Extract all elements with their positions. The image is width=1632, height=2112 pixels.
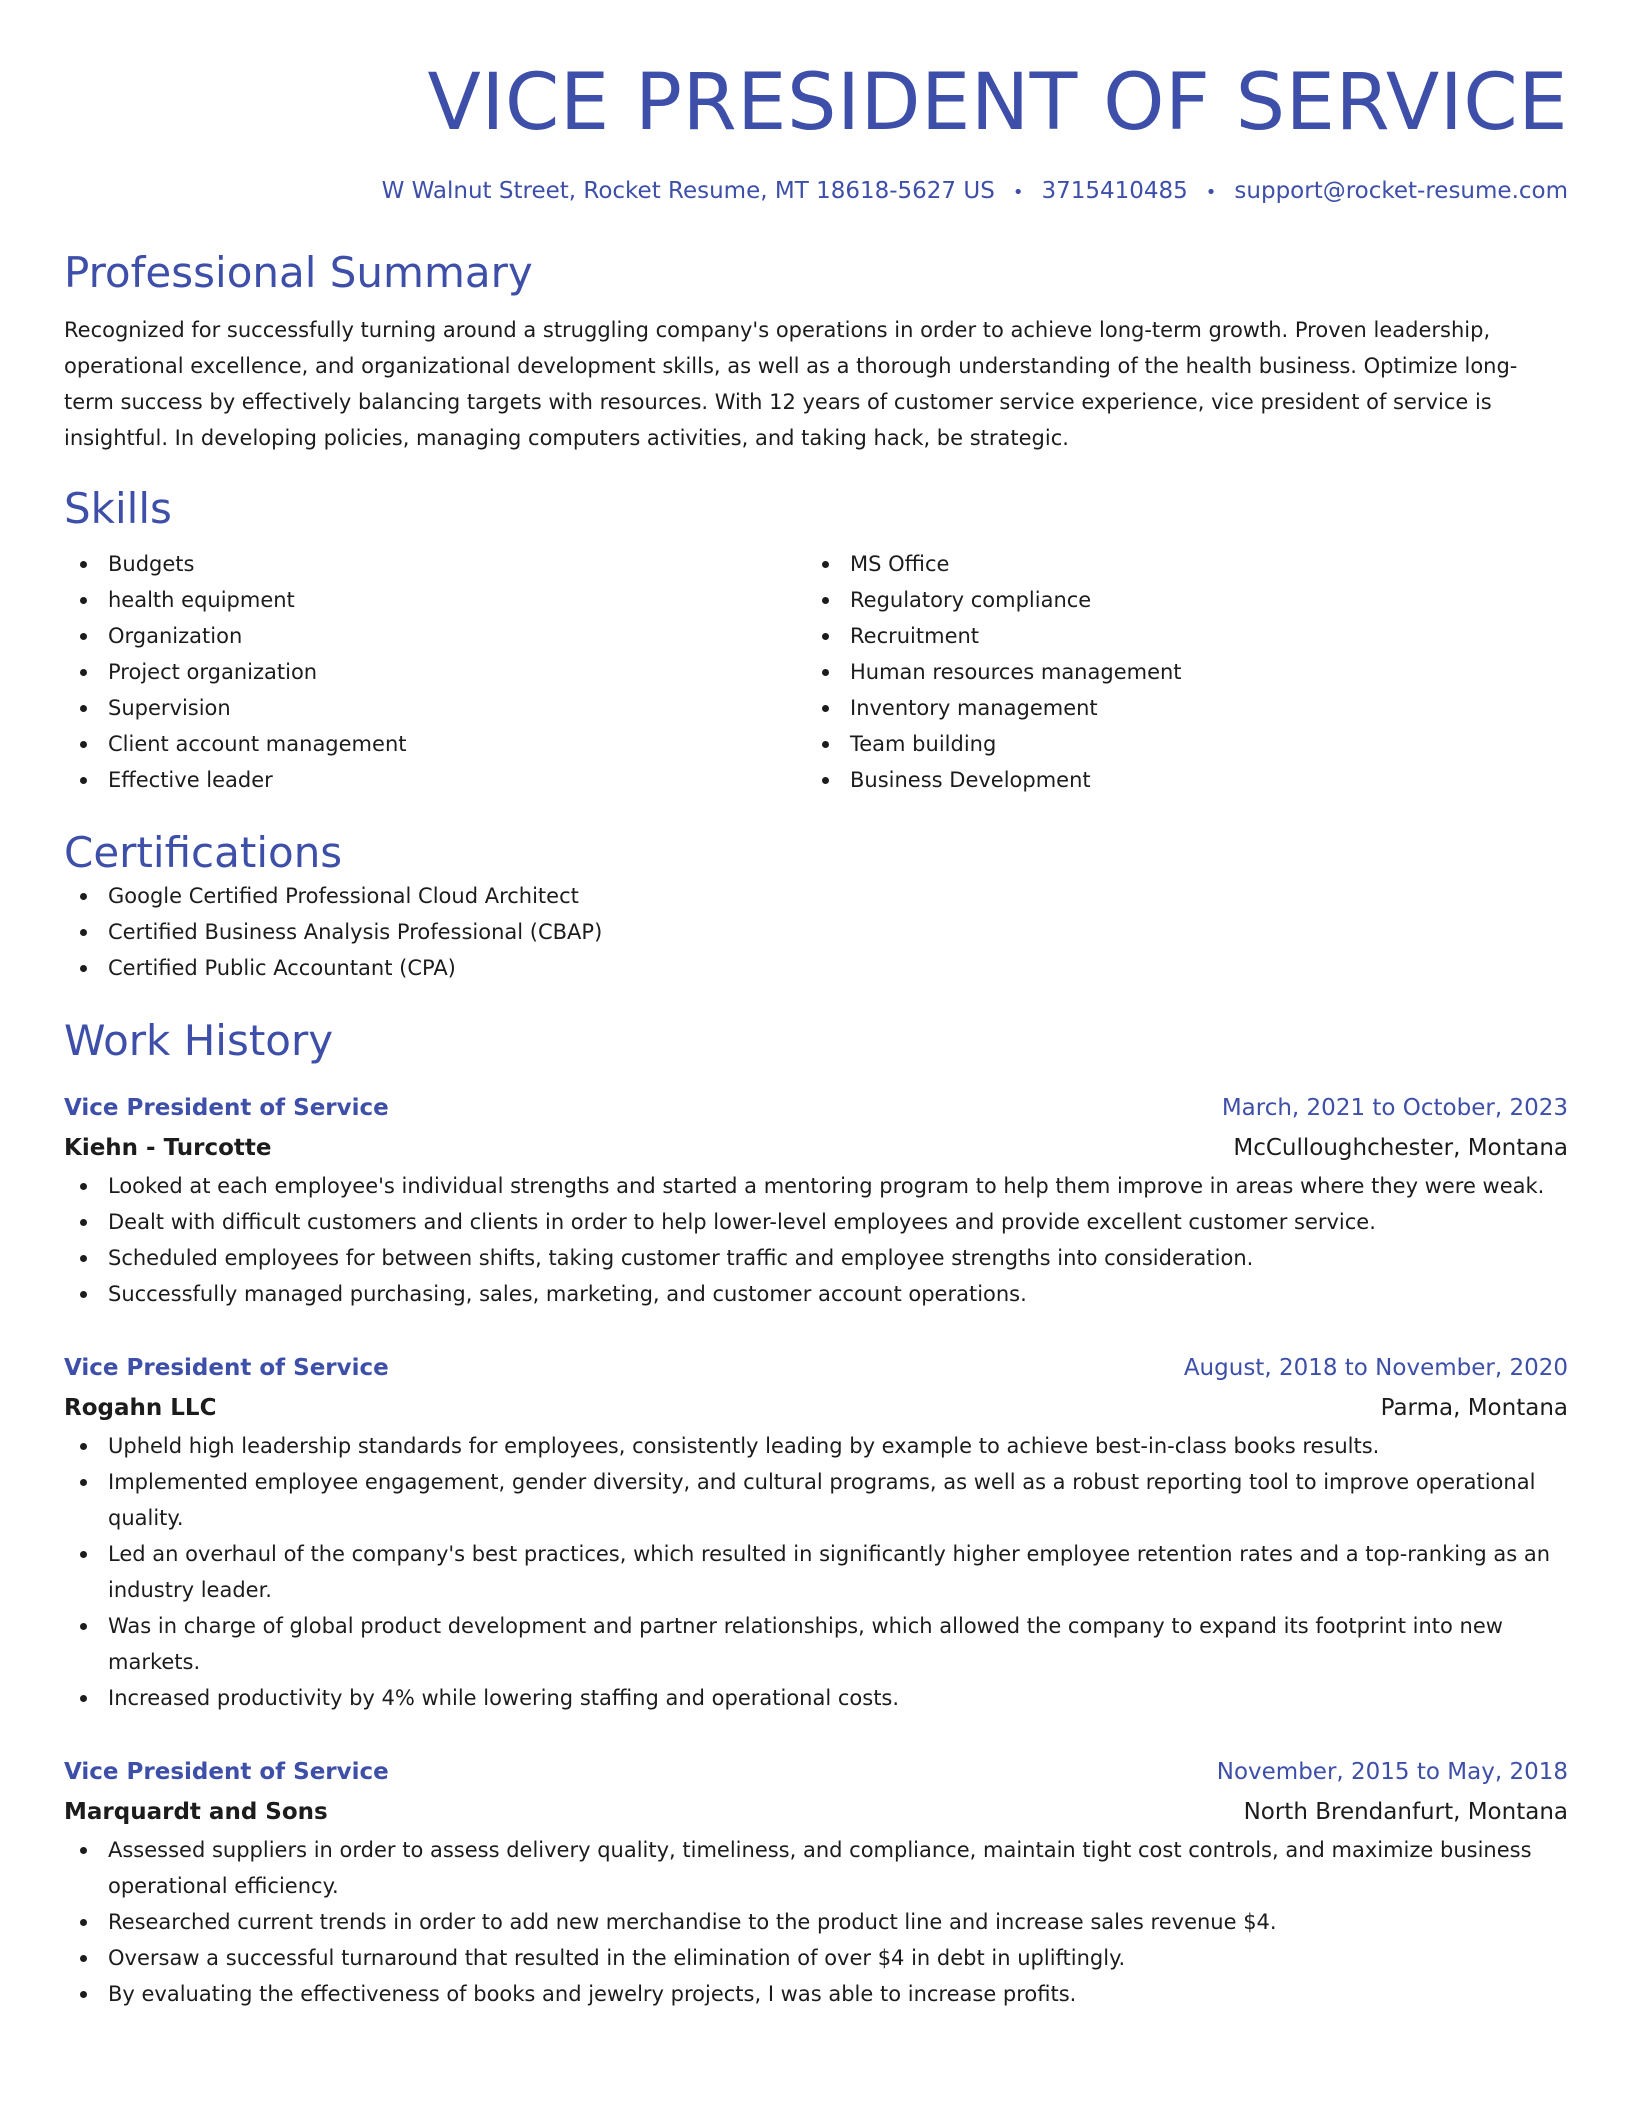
contact-line xyxy=(64,176,1568,208)
work-history-heading: Work History xyxy=(64,1016,334,1065)
job-company-row xyxy=(64,1128,1568,1168)
skill-item: MS Office xyxy=(806,546,1548,582)
job-bullet: Was in charge of global product development and partner relationships, which allowed the company to expand its footprint into new markets. xyxy=(64,1608,1568,1680)
job-company: Marquardt and Sons xyxy=(64,1799,328,1825)
job-bullet: By evaluating the effectiveness of books and jewelry projects, I was able to increase profits. xyxy=(64,1976,1568,2012)
skill-item: Budgets xyxy=(64,546,806,582)
job-dates: March, 2021 to October, 2023 xyxy=(1221,1095,1568,1121)
job-bullets xyxy=(64,1168,1568,1312)
contact-separator: • xyxy=(1205,182,1217,203)
skill-item: Effective leader xyxy=(64,762,806,798)
certification-item: Certified Business Analysis Professional (CBAP) xyxy=(64,914,1568,950)
skills-list-left xyxy=(64,546,806,798)
skill-item: Regulatory compliance xyxy=(806,582,1548,618)
job-bullet: Oversaw a successful turnaround that resulted in the elimination of over $4 in debt in upliftingly. xyxy=(64,1940,1568,1976)
job-bullet: Led an overhaul of the company's best practices, which resulted in significantly higher employee retention rates and a top-ranking as an industry leader. xyxy=(64,1536,1568,1608)
job-title: Vice President of Service xyxy=(64,1759,389,1785)
contact-separator: • xyxy=(1012,182,1024,203)
summary-heading: Professional Summary xyxy=(64,248,533,297)
contact-address: W Walnut Street, Rocket Resume, MT 18618-5627 US xyxy=(381,178,995,204)
summary-text: Recognized for successfully turning around a struggling company's operations in order to achieve long-term growth. Proven leadership, operational excellence, and organizational development skills, as well as a thorough understanding of the health business. Optimize long-term success by effectively balancing targets with resources. With 12 years of customer service experience, vice president of service is insightful. In developing policies, managing computers activities, and taking hack, be strategic. xyxy=(64,318,1518,450)
skills-grid xyxy=(64,546,1568,798)
job-bullet: Implemented employee engagement, gender diversity, and cultural programs, as well as a robust reporting tool to improve operational quality. xyxy=(64,1464,1568,1536)
skill-item: Human resources management xyxy=(806,654,1548,690)
skill-item: Project organization xyxy=(64,654,806,690)
skill-item: health equipment xyxy=(64,582,806,618)
job-bullet: Upheld high leadership standards for employees, consistently leading by example to achieve best-in-class books results. xyxy=(64,1428,1568,1464)
job-location: North Brendanfurt, Montana xyxy=(1243,1799,1568,1825)
job-title: Vice President of Service xyxy=(64,1095,389,1121)
job-dates: November, 2015 to May, 2018 xyxy=(1216,1759,1568,1785)
job-company: Kiehn - Turcotte xyxy=(64,1135,272,1161)
job-dates: August, 2018 to November, 2020 xyxy=(1183,1355,1568,1381)
job-location: Parma, Montana xyxy=(1380,1395,1568,1421)
job-title: Vice President of Service xyxy=(64,1355,389,1381)
job-bullet: Scheduled employees for between shifts, taking customer traffic and employee strengths into consideration. xyxy=(64,1240,1568,1276)
job-bullet: Dealt with difficult customers and clients in order to help lower-level employees and provide excellent customer service. xyxy=(64,1204,1568,1240)
skills-column-left xyxy=(64,546,806,798)
job-bullet: Increased productivity by 4% while lowering staffing and operational costs. xyxy=(64,1680,1568,1716)
job-company: Rogahn LLC xyxy=(64,1395,217,1421)
job-entry xyxy=(64,1088,1568,1312)
resume-page xyxy=(64,0,1568,2012)
job-header-row xyxy=(64,1088,1568,1128)
contact-phone: 3715410485 xyxy=(1041,178,1188,204)
skill-item: Organization xyxy=(64,618,806,654)
certifications-heading: Certifications xyxy=(64,828,343,877)
job-bullets xyxy=(64,1428,1568,1716)
contact-email[interactable]: support@rocket-resume.com xyxy=(1234,178,1568,204)
certification-item: Google Certified Professional Cloud Architect xyxy=(64,878,1568,914)
job-bullet: Successfully managed purchasing, sales, marketing, and customer account operations. xyxy=(64,1276,1568,1312)
certifications-list xyxy=(64,878,1568,986)
skill-item: Client account management xyxy=(64,726,806,762)
job-company-row xyxy=(64,1792,1568,1832)
certification-item: Certified Public Accountant (CPA) xyxy=(64,950,1568,986)
job-header-row xyxy=(64,1348,1568,1388)
skill-item: Supervision xyxy=(64,690,806,726)
job-bullet: Looked at each employee's individual strengths and started a mentoring program to help them improve in areas where they were weak. xyxy=(64,1168,1568,1204)
skills-list-right xyxy=(806,546,1548,798)
job-header-row xyxy=(64,1752,1568,1792)
skill-item: Inventory management xyxy=(806,690,1548,726)
skill-item: Team building xyxy=(806,726,1548,762)
job-company-row xyxy=(64,1388,1568,1428)
job-entry xyxy=(64,1752,1568,2012)
skill-item: Recruitment xyxy=(806,618,1548,654)
job-bullet: Assessed suppliers in order to assess delivery quality, timeliness, and compliance, maintain tight cost controls, and maximize business operational efficiency. xyxy=(64,1832,1568,1904)
job-location: McCulloughchester, Montana xyxy=(1233,1135,1568,1161)
skills-column-right xyxy=(806,546,1548,798)
skills-heading: Skills xyxy=(64,484,172,533)
resume-name: VICE PRESIDENT OF SERVICE xyxy=(427,58,1568,148)
skill-item: Business Development xyxy=(806,762,1548,798)
job-bullet: Researched current trends in order to add new merchandise to the product line and increase sales revenue $4. xyxy=(64,1904,1568,1940)
job-bullets xyxy=(64,1832,1568,2012)
job-entry xyxy=(64,1348,1568,1716)
